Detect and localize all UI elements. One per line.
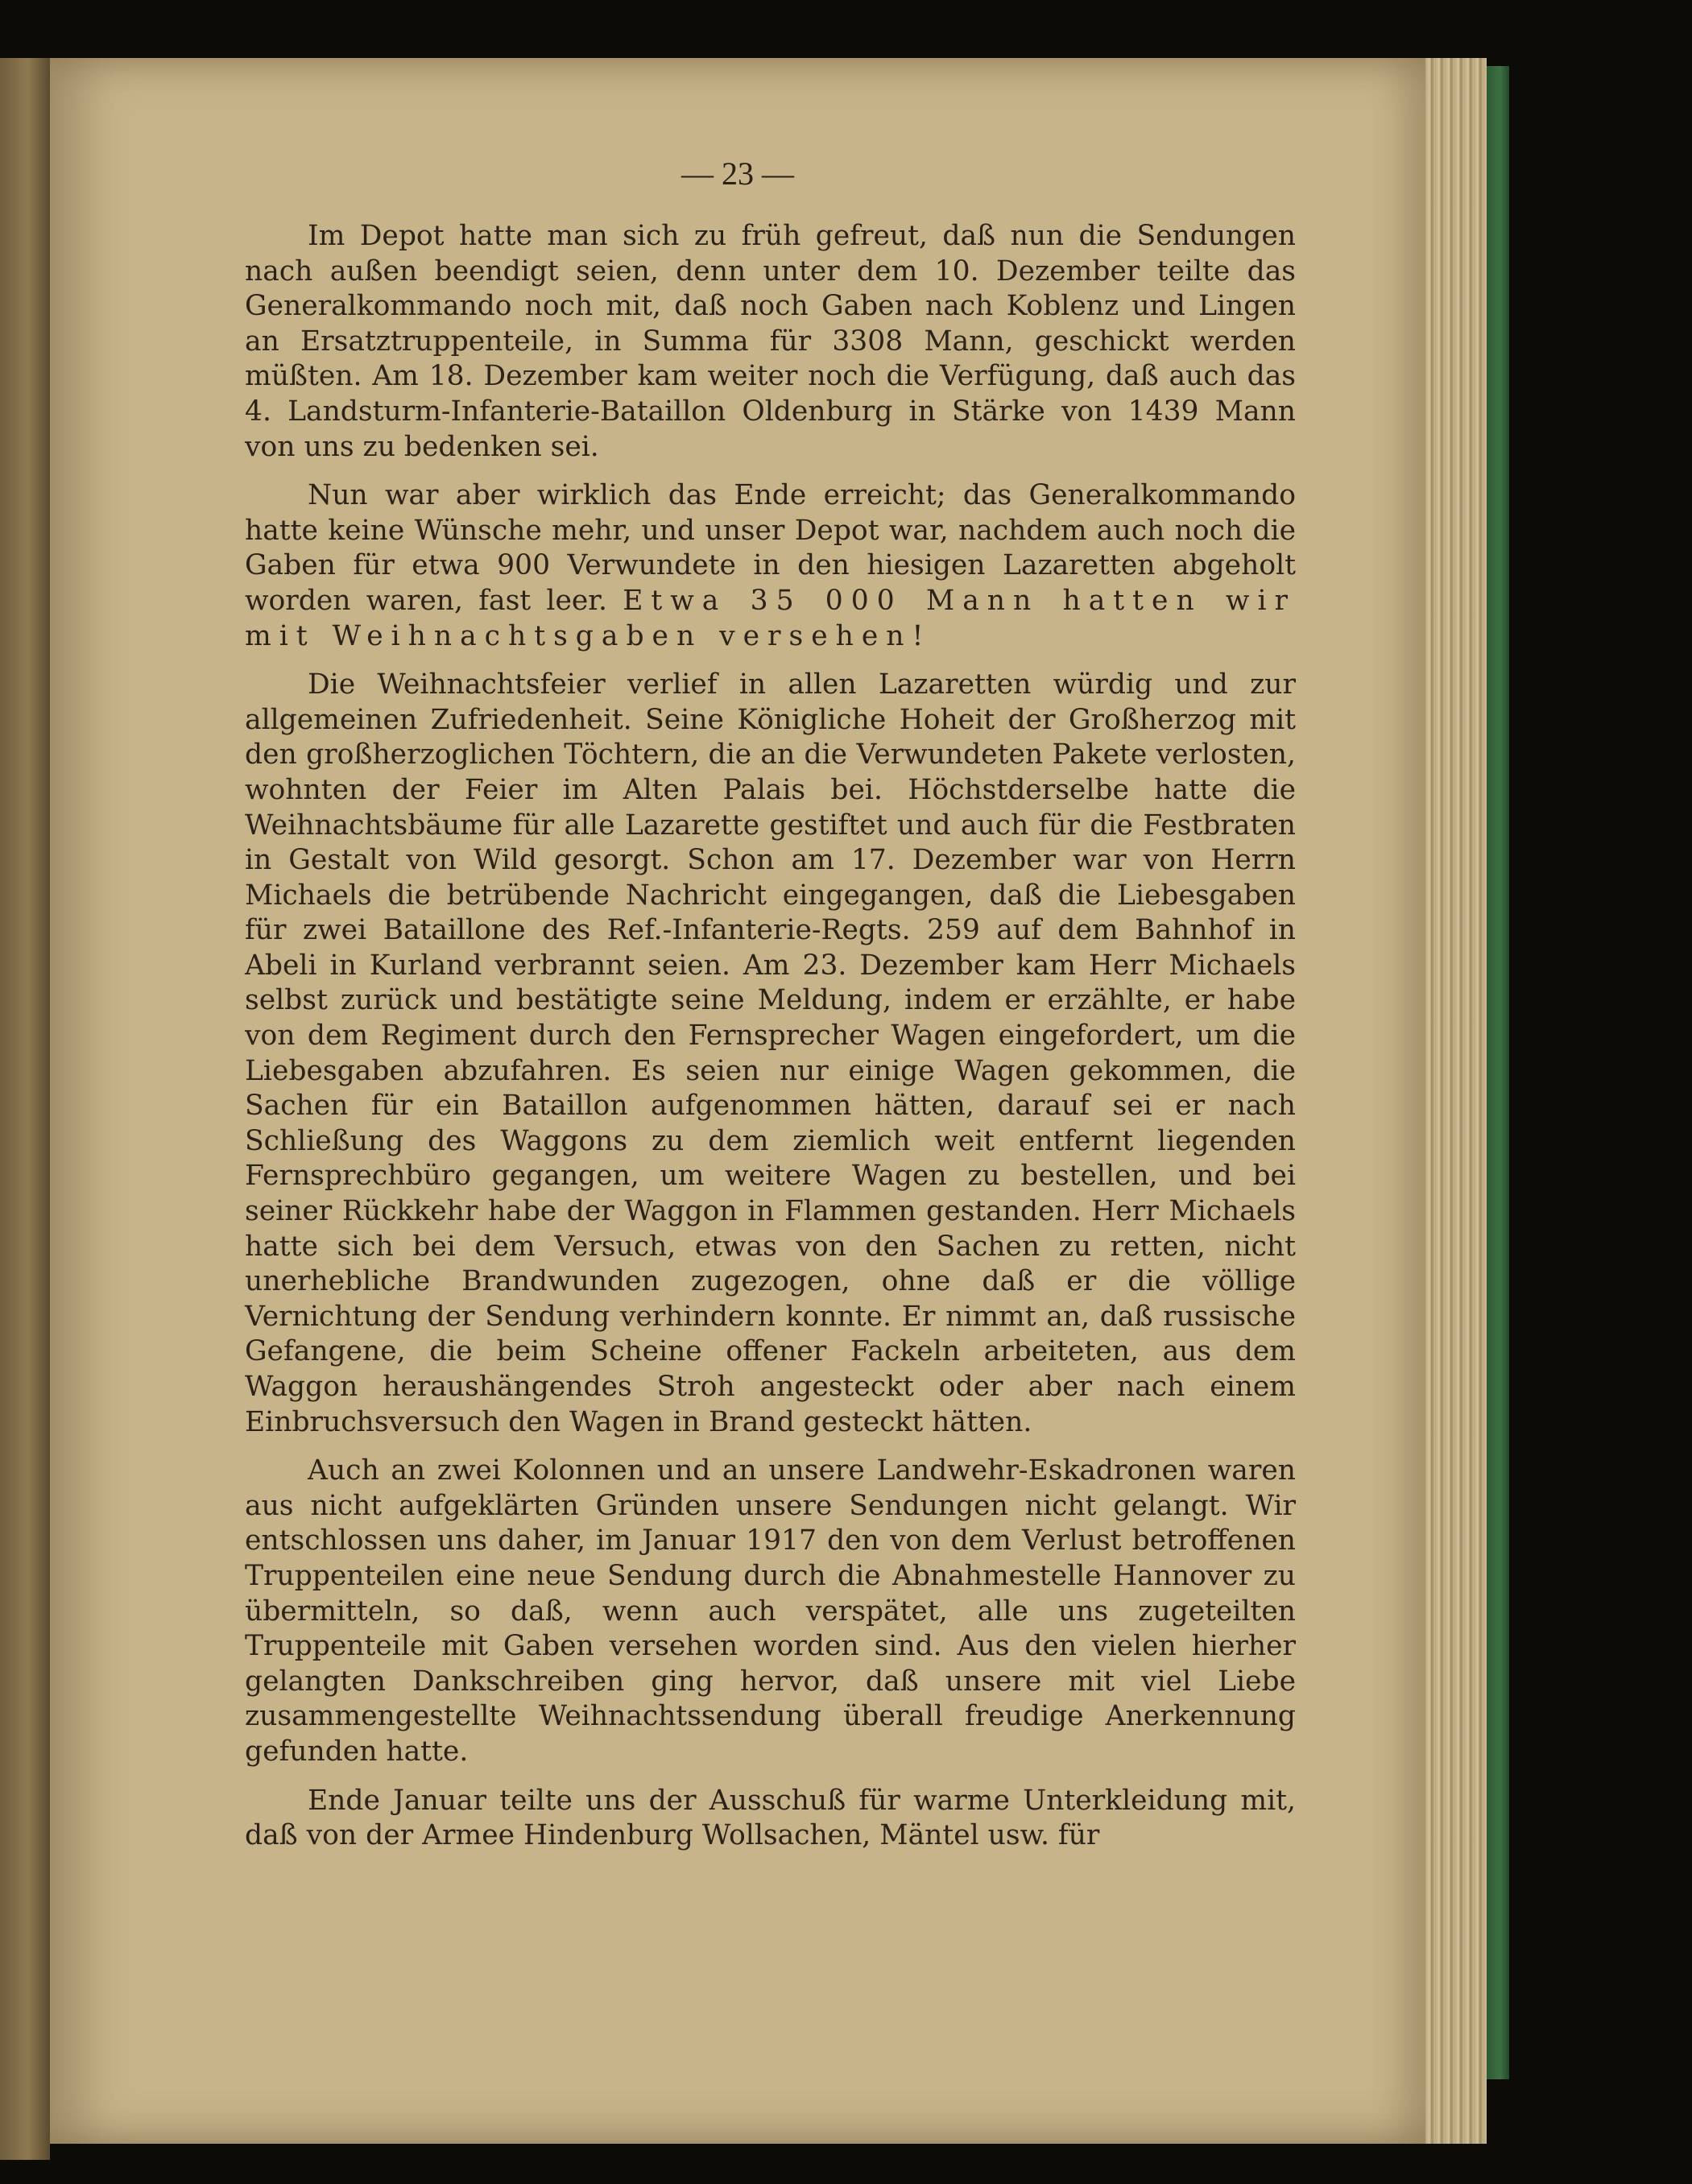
facing-page-edge (0, 58, 50, 2160)
book-page (50, 58, 1425, 2144)
emphasized-sentence: Etwa 35 000 Mann hatten wir mit Weihnachtsgaben versehen! (245, 584, 1296, 652)
paragraph (245, 478, 1296, 654)
book-cover (1487, 66, 1509, 2079)
paragraph: Im Depot hatte man sich zu früh gefreut, daß nun die Sendungen nach außen beendigt seien, denn unter dem 10. Dezember teilte das Generalkommando noch mit, daß noch Gaben nach Koblenz und Lingen an Ersatztruppenteile, in Summa für 3308 Mann, geschickt werden müßten. Am 18. Dezember kam weiter noch die Verfügung, daß auch das 4. Landsturm-Infanterie-Bataillon Oldenburg in Stärke von 1439 Mann von uns zu bedenken sei. (245, 220, 1296, 463)
page-number: — 23 — (681, 155, 794, 192)
paragraph-text: Nun war aber wirklich das Ende erreicht; das Generalkommando hatte keine Wünsche mehr, und unser Depot war, nachdem auch noch die Gaben für etwa 900 Verwundete in den hiesigen Lazaretten abgeholt worden waren, fast leer. (245, 479, 1296, 617)
body-text (245, 219, 1296, 1854)
paragraph: Ende Januar teilte uns der Ausschuß für warme Unterkleidung mit, daß von der Armee Hindenburg Wollsachen, Mäntel usw. für (245, 1784, 1296, 1852)
paragraph: Auch an zwei Kolonnen und an unsere Landwehr-Eskadronen waren aus nicht aufgeklärten Gründen unsere Sendungen nicht gelangt. Wir entschlossen uns daher, im Januar 1917 den von dem Verlust betroffenen Truppenteilen eine neue Sendung durch die Abnahmestelle Hannover zu übermitteln, so daß, wenn auch verspätet, alle uns zugeteilten Truppenteile mit Gaben versehen worden sind. Aus den vielen hierher gelangten Dankschreiben ging hervor, daß unsere mit viel Liebe zusammengestellte Weihnachtssendung überall freudige Anerkennung gefunden hatte. (245, 1454, 1296, 1768)
page-edges (1425, 58, 1487, 2144)
paragraph: Die Weihnachtsfeier verlief in allen Lazaretten würdig und zur allgemeinen Zufriedenheit. Seine Königliche Hoheit der Großherzog mit den großherzoglichen Töchtern, die an die Verwundeten Pakete verlosten, wohnten der Feier im Alten Palais bei. Höchstderselbe hatte die Weihnachtsbäume für alle Lazarette gestiftet und auch für die Festbraten in Gestalt von Wild gesorgt. Schon am 17. Dezember war von Herrn Michaels die betrübende Nachricht eingegangen, daß die Liebesgaben für zwei Bataillone des Ref.-Infanterie-Regts. 259 auf dem Bahnhof in Abeli in Kurland verbrannt seien. Am 23. Dezember kam Herr Michaels selbst zurück und bestätigte seine Meldung, indem er erzählte, er habe von dem Regiment durch den Fernsprecher Wagen eingefordert, um die Liebesgaben abzufahren. Es seien nur einige Wagen gekommen, die Sachen für ein Bataillon aufgenommen hätten, darauf sei er nach Schließung des Waggons zu dem ziemlich weit entfernt liegenden Fernsprechbüro gegangen, um weitere Wagen zu bestellen, und bei seiner Rückkehr habe der Waggon in Flammen gestanden. Herr Michaels hatte sich bei dem Versuch, etwas von den Sachen zu retten, nicht unerhebliche Brandwunden zugezogen, ohne daß er die völlige Vernichtung der Sendung verhindern konnte. Er nimmt an, daß russische Gefangene, die beim Scheine offener Fackeln arbeiteten, aus dem Waggon heraushängendes Stroh angesteckt oder aber nach einem Einbruchsversuch den Wagen in Brand gesteckt hätten. (245, 668, 1296, 1438)
